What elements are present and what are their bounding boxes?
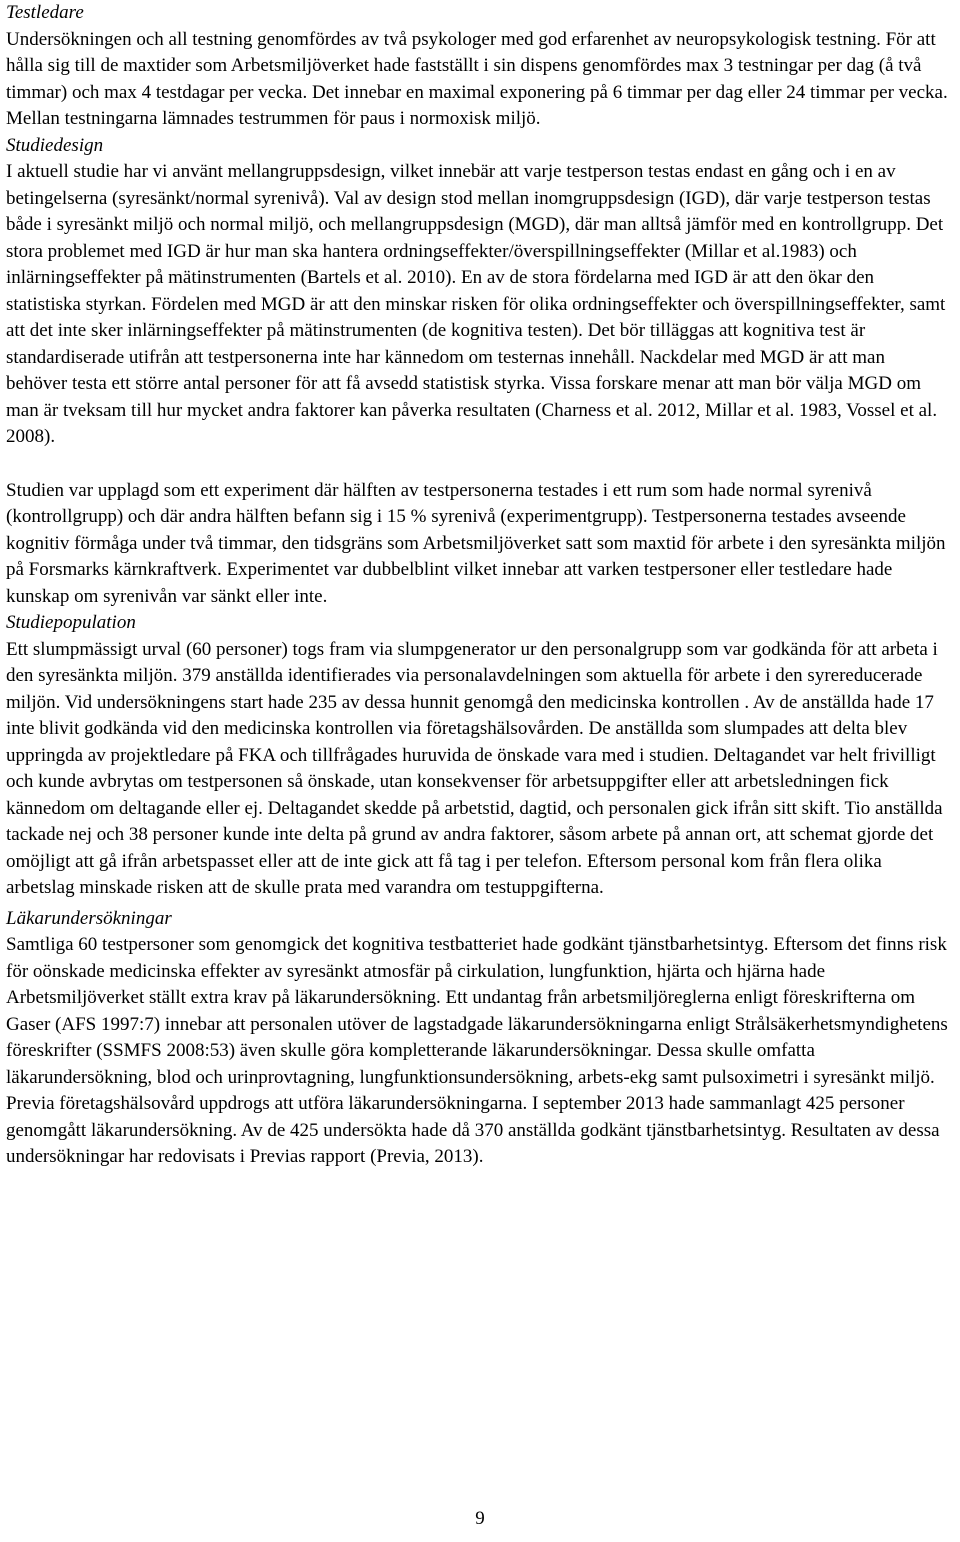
paragraph-spacer: [6, 451, 950, 478]
section-heading-studiedesign: Studiedesign: [6, 134, 104, 156]
paragraph-studiepopulation: Ett slumpmässigt urval (60 personer) togs fram via slumpgenerator ur den personalgrupp som var godkända för att arbeta i den syresänkta miljön. 379 anställda identifierades via personalavdelningen som aktuella för arbete i den syrereducerade miljön. Vid undersökningens start hade 235 av dessa hunnit genomgå den medicinska kontrollen . Av de anställda hade 17 inte blivit godkända vid den medicinska kontrollen via företagshälsovården. De anställda som slumpades att delta blev uppringda av projektledare på FKA och tillfrågades huruvida de önskade vara med i studien. Deltagandet var helt frivilligt och kunde avbrytas om testpersonen så önskade, utan konsekvenser för arbetsuppgifter eller att arbetsledningen fick kännedom om deltagande eller ej. Deltagandet skedde på arbetstid, dagtid, och personalen gick ifrån sitt skift. Tio anställda tackade nej och 38 personer kunde inte delta på grund av andra faktorer, såsom arbete på annan ort, att schemat gjorde det omöjligt att gå ifrån arbetspasset eller att de inte gick att få tag i per telefon. Eftersom personal kom från flera olika arbetslag minskade risken att de skulle prata med varandra om testuppgifterna.: [6, 638, 943, 898]
page-number: 9: [475, 1508, 485, 1529]
document-page: [6, 0, 950, 1171]
paragraph-testledare: Undersökningen och all testning genomfördes av två psykologer med god erfarenhet av neuropsykologisk testning. För att hålla sig till de maxtider som Arbetsmiljöverket hade fastställt i sin dispens genomfördes max 3 testningar per dag (å två timmar) och max 4 testdagar per vecka. Det innebar en maximal exponering på 6 timmar per dag eller 24 timmar per vecka. Mellan testningarna lämnades testrummen för paus i normoxisk miljö.: [6, 28, 948, 129]
paragraph-studiedesign-experiment: Studien var upplagd som ett experiment där hälften av testpersonerna testades i ett rum som hade normal syrenivå (kontrollgrupp) och där andra hälften befann sig i 15 % syrenivå (experimentgrupp). Testpersonerna testades avseende kognitiv förmåga under två timmar, den tidsgräns som Arbetsmiljöverket satt som maxtid för arbete i den syresänkta miljön på Forsmarks kärnkraftverk. Experimentet var dubbelblint vilket innebar att varken testpersoner eller testledare hade kunskap om syrenivån var sänkt eller inte.: [6, 479, 946, 607]
section-heading-lakarundersokningar: Läkarundersökningar: [6, 907, 172, 929]
paragraph-studiedesign: I aktuell studie har vi använt mellangruppsdesign, vilket innebär att varje testperson testas endast en gång och i en av betingelserna (syresänkt/normal syrenivå). Val av design stod mellan inomgruppsdesign (IGD), där varje testperson testas både i syresänkt miljö och normal miljö, och mellangruppsdesign (MGD), där man alltså jämför med en kontrollgrupp. Det stora problemet med IGD är hur man ska hantera ordningseffekter/överspillningseffekter (Millar et al.1983) och inlärningseffekter på mätinstrumenten (Bartels et al. 2010). En av de stora fördelarna med IGD är att den ökar den statistiska styrkan. Fördelen med MGD är att den minskar risken för olika ordningseffekter och överspillningseffekter, samt att det inte sker inlärningseffekter på mätinstrumenten (de kognitiva testen). Det bör tilläggas att kognitiva test är standardiserade utifrån att testpersonerna inte har kännedom om testernas innehåll. Nackdelar med MGD är att man behöver testa ett större antal personer för att få avsedd statistisk styrka. Vissa forskare menar att man bör välja MGD om man är tveksam till hur mycket andra faktorer kan påverka resultaten (Charness et al. 2012, Millar et al. 1983, Vossel et al. 2008).: [6, 161, 946, 447]
section-heading-studiepopulation: Studiepopulation: [6, 612, 136, 633]
paragraph-lakarundersokningar: Samtliga 60 testpersoner som genomgick det kognitiva testbatteriet hade godkänt tjänstbarhetsintyg. Eftersom det finns risk för oönskade medicinska effekter av syresänkt atmosfär på cirkulation, lungfunktion, hjärta och hjärna hade Arbetsmiljöverket ställt extra krav på läkarundersökning. Ett undantag från arbetsmiljöreglerna enligt föreskrifterna om Gaser (AFS 1997:7) innebar att personalen utöver de lagstadgade läkarundersökningarna enligt Strålsäkerhetsmyndighetens föreskrifter (SSMFS 2008:53) även skulle göra kompletterande läkarundersökningar. Dessa skulle omfatta läkarundersökning, blod och urinprovtagning, lungfunktionsundersökning, arbets-ekg samt pulsoximetri i syresänkt miljö. Previa företagshälsovård uppdrogs att utföra läkarundersökningarna. I september 2013 hade sammanlagt 425 personer genomgått läkarundersökning. Av de 425 undersökta hade då 370 anställda godkänt tjänstbarhetsintyg. Resultaten av dessa undersökningar har redovisats i Previas rapport (Previa, 2013).: [6, 934, 948, 1167]
section-heading-testledare: Testledare: [6, 2, 84, 23]
